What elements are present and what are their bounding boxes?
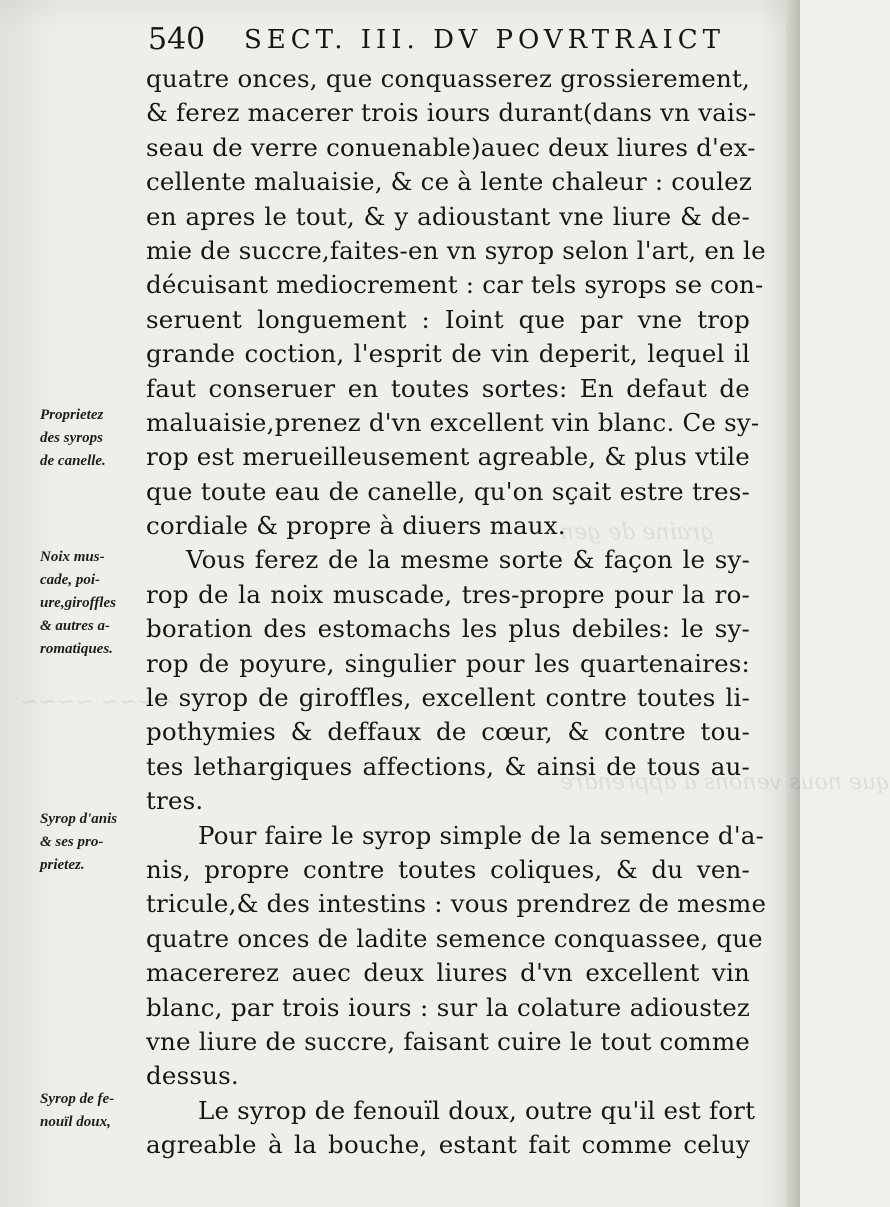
text-line: mie de succre,faites-en vn syrop selon l'art, en le: [146, 235, 766, 265]
text-line: Le syrop de fenouïl doux, outre qu'il est fort: [198, 1095, 756, 1125]
marginal-note-line: Syrop d'anis: [40, 811, 118, 827]
text-line: & ferez macerer trois iours durant(dans vn vais-: [146, 98, 757, 128]
text-line: grande coction, l'esprit de vin deperit, lequel il: [146, 339, 750, 369]
marginal-note-line: Syrop de fe-: [40, 1091, 115, 1107]
text-line: tes lethargiques affections, & ainsi de tous au-: [146, 751, 750, 781]
text-line: le syrop de giroffles, excellent contre toutes li-: [146, 683, 750, 713]
marginal-note-line: des syrops: [40, 430, 103, 446]
marginal-note: [40, 404, 152, 473]
text-line: nis, propre contre toutes coliques, & du ven-: [146, 854, 750, 884]
text-line: cellente maluaisie, & ce à lente chaleur : coulez: [146, 167, 752, 197]
marginal-note-line: & ses pro-: [40, 834, 104, 850]
marginal-note: [40, 546, 152, 661]
text-line: Vous ferez de la mesme sorte & façon le sy-: [186, 545, 750, 575]
marginal-note-line: nouïl doux,: [40, 1114, 111, 1130]
body-text: [146, 62, 767, 1163]
marginal-note-line: Noix mus-: [40, 549, 105, 565]
marginal-note-line: cade, poi-: [40, 572, 100, 588]
show-through-text: graine de gen: [560, 520, 715, 545]
text-line: seruent longuement : Ioint que par vne trop: [146, 304, 750, 334]
text-line: cordiale & propre à diuers maux.: [146, 511, 566, 541]
show-through-text: ~~~~ ~~~~: [20, 690, 175, 715]
text-line: quatre onces de ladite semence conquassee, que: [146, 923, 763, 953]
page-number: 540: [148, 22, 206, 57]
text-line: agreable à la bouche, estant fait comme celuy: [146, 1130, 750, 1160]
marginal-note-line: & autres a-: [40, 618, 111, 634]
marginal-note-line: romatiques.: [40, 641, 113, 657]
text-line: faut conseruer en toutes sortes: En defaut de: [146, 373, 750, 403]
text-line: macererez auec deux liures d'vn excellent vin: [146, 958, 750, 988]
show-through-text: que nous venons a apprendre: [560, 770, 890, 795]
text-line: en apres le tout, & y adioustant vne liure & de-: [146, 201, 750, 231]
text-line: rop de poyure, singulier pour les quartenaires:: [146, 648, 750, 678]
page-edge-shadow: [786, 0, 800, 1207]
running-title: SECT. III. DV POVRTRAICT: [244, 25, 725, 55]
text-line: blanc, par trois iours : sur la colature adioustez: [146, 992, 750, 1022]
marginal-note-line: de canelle.: [40, 453, 106, 469]
text-line: décuisant mediocrement : car tels syrops se con-: [146, 270, 764, 300]
text-line: quatre onces, que conquasserez grossierement,: [146, 64, 750, 93]
text-line: rop est merueilleusement agreable, & plus vtile: [146, 442, 750, 472]
text-line: tres.: [146, 786, 204, 816]
marginal-note-line: Proprietez: [40, 407, 104, 423]
running-header: [148, 20, 748, 60]
marginal-note-line: ure,giroffles: [40, 595, 116, 611]
marginal-note: [40, 1088, 152, 1134]
text-line: seau de verre conuenable)auec deux liures d'ex-: [146, 132, 756, 162]
text-line: vne liure de succre, faisant cuire le tout comme: [146, 1026, 750, 1056]
text-line: Pour faire le syrop simple de la semence d'a-: [198, 820, 765, 850]
text-line: boration des estomachs les plus debiles: le sy-: [146, 614, 750, 644]
marginal-note: [40, 808, 152, 877]
text-line: pothymies & deffaux de cœur, & contre tou-: [146, 717, 750, 747]
text-line: tricule,& des intestins : vous prendrez de mesme: [146, 889, 767, 919]
text-line: dessus.: [146, 1061, 239, 1091]
text-line: que toute eau de canelle, qu'on sçait estre tres-: [146, 476, 750, 506]
text-line: rop de la noix muscade, tres-propre pour la ro-: [146, 579, 750, 609]
marginal-note-line: prietez.: [40, 857, 85, 873]
text-line: maluaisie,prenez d'vn excellent vin blanc. Ce sy-: [146, 407, 760, 437]
